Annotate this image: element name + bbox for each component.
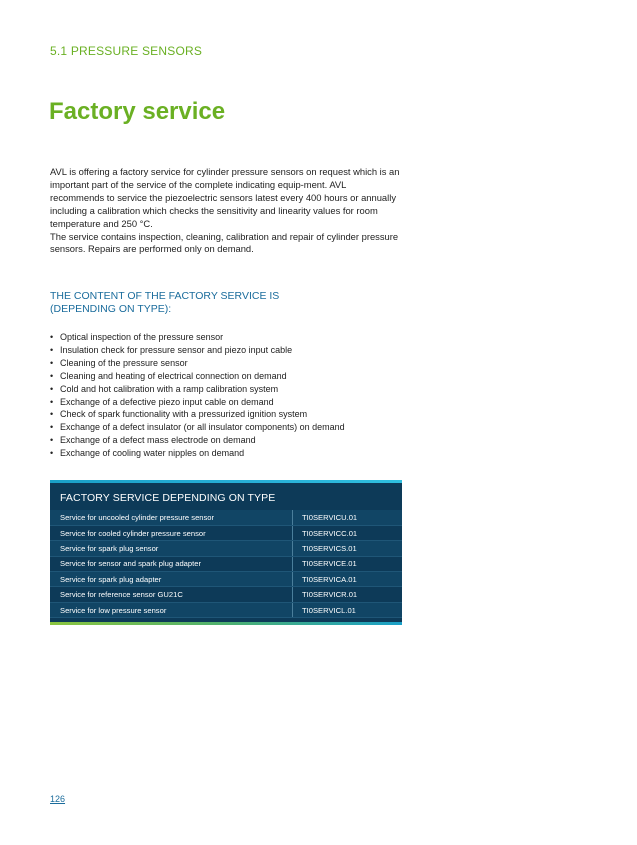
service-code: TI0SERVICL.01 bbox=[293, 602, 403, 617]
table-row bbox=[50, 541, 402, 556]
service-table bbox=[50, 480, 402, 625]
service-code: TI0SERVICS.01 bbox=[293, 541, 403, 556]
list-item: • Exchange of cooling water nipples on demand bbox=[50, 447, 345, 460]
table-row bbox=[50, 510, 402, 525]
page-title: Factory service bbox=[49, 98, 226, 125]
list-item: • Optical inspection of the pressure sensor bbox=[50, 331, 345, 344]
service-code: TI0SERVICA.01 bbox=[293, 572, 403, 587]
service-description: Service for sensor and spark plug adapter bbox=[50, 556, 293, 571]
list-item: • Cleaning of the pressure sensor bbox=[50, 357, 345, 370]
table-row bbox=[50, 556, 402, 571]
service-description: Service for reference sensor GU21C bbox=[50, 587, 293, 602]
list-item: • Insulation check for pressure sensor and piezo input cable bbox=[50, 344, 345, 357]
content-heading-line: THE CONTENT OF THE FACTORY SERVICE IS bbox=[50, 290, 280, 302]
content-heading bbox=[50, 290, 350, 315]
service-description: Service for low pressure sensor bbox=[50, 602, 293, 617]
list-item: • Exchange of a defect mass electrode on demand bbox=[50, 434, 345, 447]
service-description: Service for spark plug sensor bbox=[50, 541, 293, 556]
content-heading-line: (DEPENDING ON TYPE): bbox=[50, 302, 172, 315]
section-label: 5.1 PRESSURE SENSORS bbox=[50, 44, 203, 58]
list-item: • Check of spark functionality with a pressurized ignition system bbox=[50, 408, 345, 421]
service-code: TI0SERVICC.01 bbox=[293, 525, 403, 540]
service-description: Service for uncooled cylinder pressure sensor bbox=[50, 510, 293, 525]
page-number: 126 bbox=[50, 794, 66, 804]
list-item: • Exchange of a defective piezo input cable on demand bbox=[50, 396, 345, 409]
list-item: • Exchange of a defect insulator (or all insulator components) on demand bbox=[50, 421, 345, 434]
service-code: TI0SERVICR.01 bbox=[293, 587, 403, 602]
table-row bbox=[50, 572, 402, 587]
service-description: Service for spark plug adapter bbox=[50, 572, 293, 587]
intro-text bbox=[50, 166, 400, 256]
table-bottom-bar bbox=[50, 622, 402, 625]
list-item: • Cold and hot calibration with a ramp calibration system bbox=[50, 383, 345, 396]
intro-paragraph: AVL is offering a factory service for cylinder pressure sensors on request which is an important part of the service of the complete indicating equip-ment. AVL recommends to service the piezoelectric sensors latest every 400 hours or annually including a calibration which checks the sensitivity and linearity values for room temperature and 250 °C. bbox=[50, 166, 400, 229]
service-code-table bbox=[50, 510, 402, 618]
intro-paragraph: The service contains inspection, cleaning, calibration and repair of cylinder pressure sensors. Repairs are performed only on demand. bbox=[50, 230, 399, 255]
list-item: • Cleaning and heating of electrical connection on demand bbox=[50, 370, 345, 383]
table-row bbox=[50, 525, 402, 540]
table-row bbox=[50, 602, 402, 617]
table-row bbox=[50, 587, 402, 602]
service-code: TI0SERVICE.01 bbox=[293, 556, 403, 571]
service-code: TI0SERVICU.01 bbox=[293, 510, 403, 525]
service-content-list bbox=[50, 331, 345, 460]
service-description: Service for cooled cylinder pressure sensor bbox=[50, 525, 293, 540]
table-title: FACTORY SERVICE DEPENDING ON TYPE bbox=[60, 492, 276, 504]
